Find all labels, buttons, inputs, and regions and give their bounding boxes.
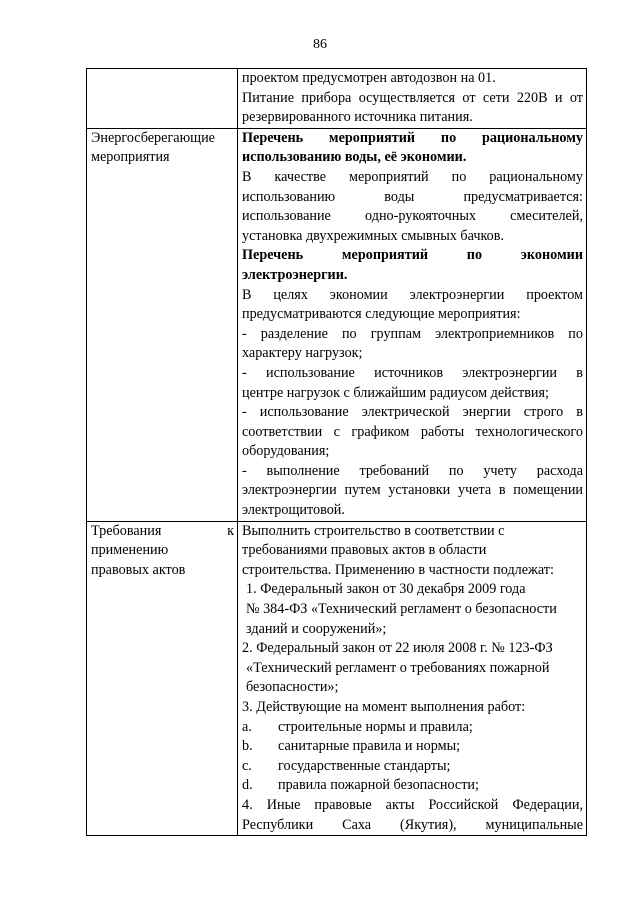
section-heading: Перечень мероприятий по рациональному (242, 129, 583, 146)
list-text: строительные нормы и правила; (278, 718, 473, 735)
text-line: В целях экономии электроэнергии проектом (242, 286, 583, 303)
label-line: мероприятия (91, 149, 170, 166)
list-text: санитарные правила и нормы; (278, 738, 461, 755)
list-marker: c. (242, 757, 252, 774)
list-item-line: соответствии с графиком работы технологического (242, 423, 583, 440)
section-heading: Перечень мероприятий по экономии (242, 247, 583, 264)
label-word: к (227, 522, 234, 539)
section-heading: электроэнергии. (242, 266, 348, 283)
list-item-line: центре нагрузок с ближайшим радиусом действия; (242, 384, 549, 401)
law-line: 4. Иные правовые акты Российской Федерации, (242, 796, 583, 813)
law-line: зданий и сооружений»; (246, 620, 387, 637)
text-line: проектом предусмотрен автодозвон на 01. (242, 70, 496, 86)
text-line: установка двухрежимных смывных бачков. (242, 227, 504, 244)
text-line: использованию воды предусматривается: (242, 188, 583, 205)
law-line: 2. Федеральный закон от 22 июля 2008 г. № 123-ФЗ (242, 640, 553, 657)
list-item-line: оборудования; (242, 443, 330, 460)
law-line: 3. Действующие на момент выполнения работ: (242, 699, 526, 715)
text-line: предусматриваются следующие мероприятия: (242, 306, 521, 323)
text-line: резервированного источника питания. (242, 109, 473, 126)
law-line: Республики Саха (Якутия), муниципальные (242, 816, 583, 833)
list-text: правила пожарной безопасности; (278, 777, 479, 794)
requirements-table (86, 68, 587, 836)
row-content (238, 69, 587, 129)
text-line: строительства. Применению в частности подлежат: (242, 561, 554, 578)
sub-list-item (242, 757, 583, 777)
list-text: государственные стандарты; (278, 757, 451, 774)
section-heading: использованию воды, её экономии. (242, 149, 467, 166)
sub-list-item (242, 718, 583, 738)
table-row (87, 521, 587, 836)
list-item-line: характеру нагрузок; (242, 345, 363, 362)
sub-list-item (242, 776, 583, 796)
law-line: безопасности»; (246, 679, 339, 696)
law-line: № 384-ФЗ «Технический регламент о безопасности (246, 601, 557, 618)
text-line: Питание прибора осуществляется от сети 220В и от (242, 89, 583, 106)
list-marker: b. (242, 738, 253, 755)
row-label-empty (87, 69, 238, 129)
table-row (87, 128, 587, 521)
label-word: Требования (91, 522, 162, 539)
sub-list-item (242, 737, 583, 757)
list-item-line: - использование источников электроэнергии в (242, 364, 583, 381)
label-line: применению (91, 542, 169, 559)
text-line: требованиями правовых актов в области (242, 542, 487, 559)
row-label (87, 521, 238, 836)
list-marker: d. (242, 777, 253, 794)
label-line (91, 522, 234, 542)
list-item-line: электрощитовой. (242, 502, 345, 519)
text-line: Выполнить строительство в соответствии с (242, 522, 505, 539)
label-line: Энергосберегающие (91, 129, 215, 146)
row-content (238, 128, 587, 521)
text-line: В качестве мероприятий по рациональному (242, 168, 583, 185)
page-number: 86 (313, 37, 327, 52)
label-line: правовых актов (91, 561, 186, 578)
text-line: использование одно-рукояточных смесителей, (242, 208, 583, 225)
list-item-line: - использование электрической энергии строго в (242, 404, 583, 421)
list-item-line: электроэнергии путем установки учета в помещении (242, 482, 583, 499)
list-item-line: - разделение по группам электроприемников по (242, 325, 583, 342)
list-marker: a. (242, 718, 252, 735)
list-item-line: - выполнение требований по учету расхода (242, 462, 583, 479)
row-content (238, 521, 587, 836)
law-line: «Технический регламент о требованиях пожарной (246, 659, 550, 676)
table-row (87, 69, 587, 129)
law-line: 1. Федеральный закон от 30 декабря 2009 года (246, 581, 526, 598)
row-label (87, 128, 238, 521)
